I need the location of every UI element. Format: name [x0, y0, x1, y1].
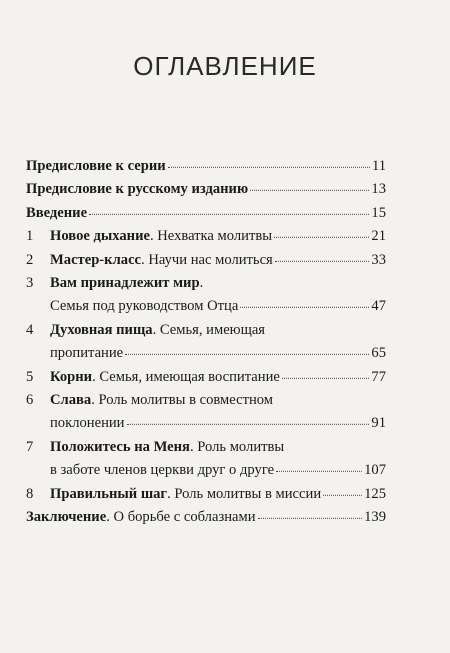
dot-leader [258, 506, 363, 519]
dot-leader [282, 366, 370, 379]
page-number: 15 [371, 204, 386, 221]
toc-entry[interactable]: Заключение. О борьбе с соблазнами 139 [26, 506, 386, 529]
chapter-number: 3 [26, 274, 34, 291]
entry-title: Правильный шаг [50, 485, 168, 502]
toc-entry[interactable]: 1 Новое дыхание. Нехватка молитвы 21 [26, 225, 386, 248]
toc-entry[interactable]: 7 Положитесь на Меня. Роль молитвы в заботе членов церкви друг о друге 107 [26, 436, 386, 483]
entry-title: Новое дыхание [50, 228, 150, 245]
dot-leader [276, 459, 362, 472]
chapter-number: 1 [26, 228, 34, 245]
entry-title: Предисловие к серии [26, 158, 166, 174]
entry-title: Предисловие к русскому изданию [26, 181, 249, 198]
page-number: 11 [371, 158, 386, 174]
toc-entry[interactable]: 2 Мастер-класс. Научи нас молиться 33 [26, 249, 386, 272]
page-number: 33 [371, 251, 386, 268]
entry-title: Вам принадлежит мир [50, 274, 200, 291]
dot-leader [275, 249, 370, 262]
page-number: 13 [371, 181, 386, 198]
chapter-number: 8 [26, 485, 34, 502]
entry-title: Корни [50, 368, 93, 385]
entry-subtitle: поклонении [50, 415, 125, 432]
toc-entry[interactable]: 4 Духовная пища. Семья, имеющая пропитание 65 [26, 319, 386, 366]
page-number: 47 [371, 298, 386, 315]
chapter-number: 5 [26, 368, 34, 385]
toc-entry[interactable]: 3 Вам принадлежит мир. Семья под руководством Отца 47 [26, 272, 386, 319]
toc-entry[interactable] [26, 178, 386, 201]
dot-leader [127, 412, 370, 425]
toc-entry[interactable]: 6 Слава. Роль молитвы в совместном поклонении 91 [26, 389, 386, 436]
chapter-number: 7 [26, 438, 34, 455]
dot-leader [125, 342, 369, 355]
page-number: 139 [364, 508, 386, 525]
toc-entry[interactable]: 8 Правильный шаг. Роль молитвы в миссии 125 [26, 483, 386, 506]
dot-leader [89, 202, 369, 215]
dot-leader [250, 179, 369, 192]
table-of-contents [26, 155, 386, 529]
chapter-number: 2 [26, 251, 34, 268]
page-number: 65 [371, 345, 386, 362]
page-number: 107 [364, 462, 386, 479]
dot-leader [240, 295, 369, 308]
page-number: 21 [371, 228, 386, 245]
toc-entry[interactable] [26, 155, 386, 178]
page-number: 77 [371, 368, 386, 385]
toc-entry[interactable] [26, 202, 386, 225]
entry-title: Слава [50, 391, 92, 408]
dot-leader [323, 483, 362, 496]
page-title: ОГЛАВЛЕНИЕ [133, 51, 317, 81]
toc-entry[interactable]: 5 Корни. Семья, имеющая воспитание 77 [26, 366, 386, 389]
entry-title: Введение [26, 204, 88, 221]
entry-subtitle: пропитание [50, 345, 124, 362]
entry-subtitle: Семья под руководством Отца [50, 298, 239, 315]
chapter-number: 4 [26, 321, 34, 338]
dot-leader [274, 225, 369, 238]
chapter-number: 6 [26, 391, 34, 408]
page-number: 91 [371, 415, 386, 432]
entry-title: Духовная пища [50, 321, 153, 338]
dot-leader [168, 155, 370, 168]
entry-subtitle: в заботе членов церкви друг о друге [50, 462, 275, 479]
page-number: 125 [364, 485, 386, 502]
entry-title: Мастер-класс [50, 251, 142, 268]
entry-title: Положитесь на Меня [50, 438, 190, 455]
entry-title: Заключение [26, 508, 107, 525]
